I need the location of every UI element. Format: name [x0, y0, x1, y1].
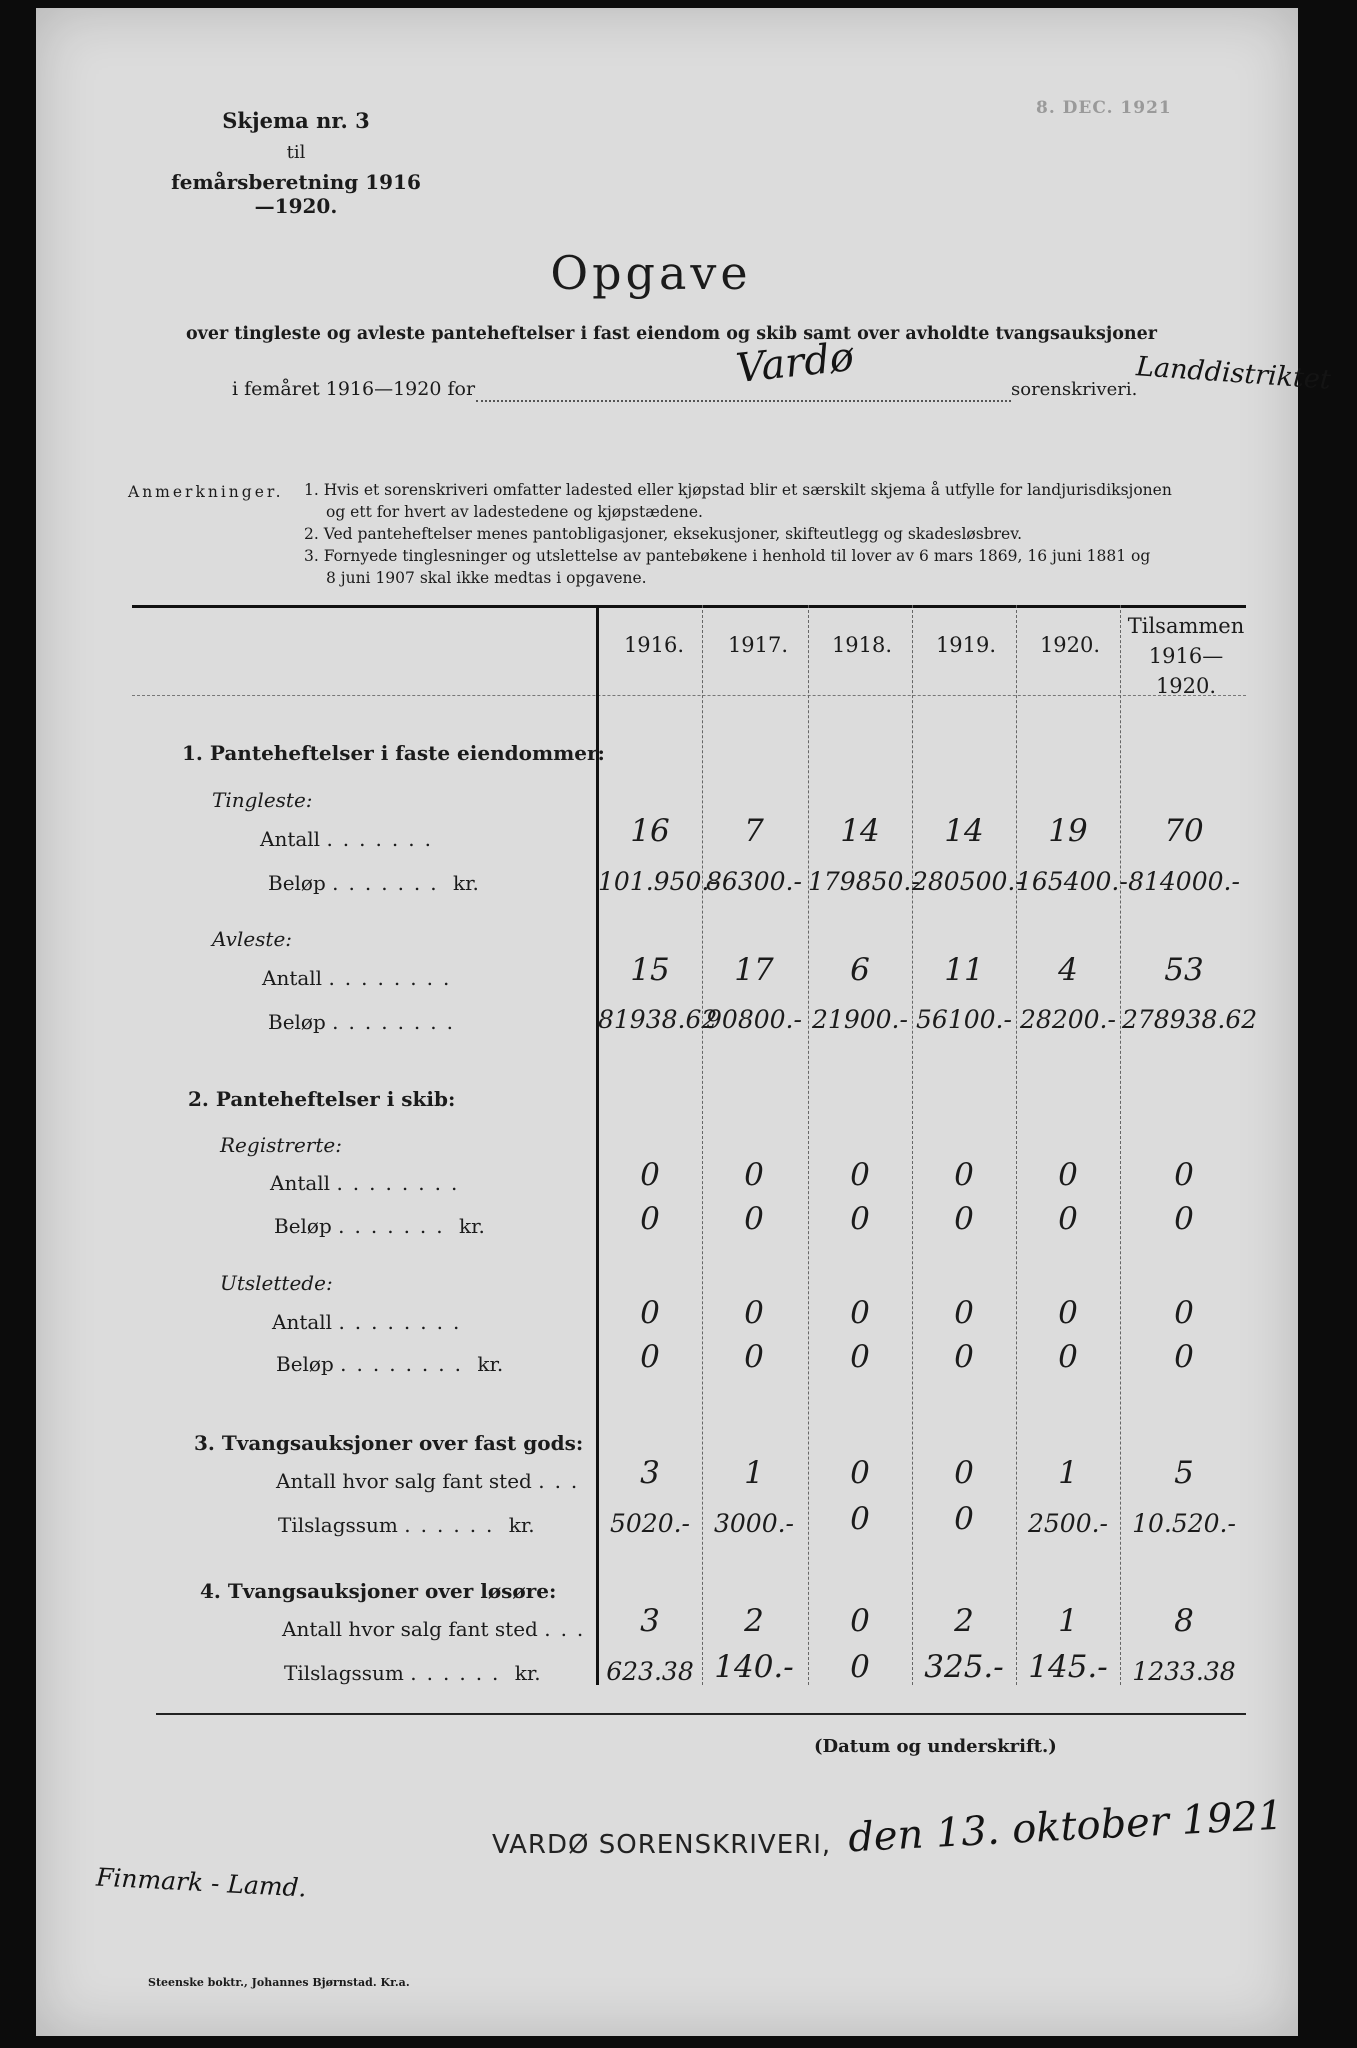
col-header-1916: 1916. — [623, 633, 685, 657]
statistics-table — [132, 605, 1258, 1715]
table-cell: 0 — [640, 1157, 660, 1193]
table-cell: 1233.38 — [1132, 1657, 1236, 1686]
table-cell: 0 — [1174, 1157, 1194, 1193]
table-cell: 179850.- — [808, 867, 920, 896]
table-cell: 140.- — [714, 1649, 794, 1685]
report-title: femårsberetning 1916—1920. — [171, 170, 421, 218]
table-cell: 3 — [640, 1455, 660, 1491]
table-cell: 0 — [954, 1201, 974, 1237]
notes-heading: Anmerkninger. — [128, 483, 284, 501]
section-1-title: 1. Panteheftelser i faste eiendommer: — [182, 741, 605, 765]
office-label: sorenskriveri. — [1011, 379, 1138, 400]
row-label: Antall hvor salg fant sted ... — [282, 1617, 594, 1641]
table-cell: 1 — [1058, 1455, 1078, 1491]
note-3: 3. Fornyede tinglesninger og utslettelse av pantebøkene i henhold til lover av 6 mars 1869, 16 juni 1881 og — [304, 547, 1151, 565]
table-cell: 0 — [1174, 1295, 1194, 1331]
note-3-cont: 8 juni 1907 skal ikke medtas i opgavene. — [326, 569, 647, 587]
col-header-1917: 1917. — [727, 633, 789, 657]
table-cell: 86300.- — [706, 867, 802, 896]
table-cell: 280500.- — [912, 867, 1024, 896]
col-header-1918: 1918. — [831, 633, 893, 657]
table-cell: 0 — [954, 1157, 974, 1193]
document-page — [36, 8, 1332, 2036]
table-cell: 165400.- — [1016, 867, 1128, 896]
table-header-rule — [132, 695, 1246, 696]
table-cell: 0 — [954, 1339, 974, 1375]
signature-date: den 13. oktober 1921 — [847, 1792, 1285, 1862]
table-cell: 0 — [850, 1339, 870, 1375]
table-cell: 2 — [954, 1603, 974, 1639]
table-cell: 0 — [954, 1295, 974, 1331]
row-label: Beløp ....... kr. — [268, 871, 479, 895]
table-cell: 2500.- — [1027, 1509, 1109, 1538]
place-handwritten: Vardø — [733, 333, 856, 393]
row-label: Beløp ....... kr. — [274, 1214, 485, 1238]
page-subtitle: over tingleste og avleste panteheftelser i fast eiendom og skib samt over avholdte tvangsauksjoner — [186, 324, 1157, 344]
page-title: Opgave — [550, 246, 752, 300]
note-2: 2. Ved panteheftelser menes pantobligasjoner, eksekusjoner, skifteutlegg og skadesløsbrev. — [304, 525, 1023, 543]
table-cell: 0 — [744, 1339, 764, 1375]
table-cell: 7 — [744, 813, 764, 849]
table-cell: 3000.- — [713, 1509, 795, 1538]
table-cell: 16 — [630, 813, 670, 849]
table-cell: 90800.- — [706, 1005, 802, 1034]
table-cell: 0 — [744, 1201, 764, 1237]
printer-imprint: Steenske boktr., Johannes Bjørnstad. Kr.a. — [148, 1976, 410, 1989]
table-cell: 0 — [1058, 1295, 1078, 1331]
row-label: Beløp ........ kr. — [276, 1352, 504, 1376]
note-1-cont: og ett for hvert av ladestedene og kjøpstædene. — [326, 503, 703, 521]
form-number: Skjema nr. 3 — [222, 108, 370, 133]
table-cell: 0 — [850, 1649, 870, 1685]
section-1-sub-tingleste: Tingleste: — [212, 788, 313, 812]
row-label: Tilslagssum ...... kr. — [284, 1661, 541, 1685]
table-cell: 5020.- — [609, 1509, 691, 1538]
table-cell: 0 — [850, 1201, 870, 1237]
office-stamp: VARDØ SORENSKRIVERI, — [492, 1830, 832, 1860]
notes-list — [304, 479, 1264, 589]
row-label: Antall ........ — [262, 966, 460, 990]
table-cell: 0 — [850, 1501, 870, 1537]
table-cell: 0 — [744, 1157, 764, 1193]
table-cell: 0 — [954, 1455, 974, 1491]
table-cell: 0 — [744, 1295, 764, 1331]
table-cell: 814000.- — [1128, 867, 1240, 896]
period-label: i femåret 1916—1920 for — [232, 378, 476, 400]
datum-label: (Datum og underskrift.) — [814, 1736, 1057, 1757]
section-2-sub-registrerte: Registrerte: — [220, 1133, 342, 1157]
row-label: Beløp ........ — [268, 1010, 463, 1034]
received-stamp: 8. DEC. 1921 — [1036, 98, 1172, 118]
table-cell: 70 — [1164, 813, 1204, 849]
row-label: Antall ........ — [272, 1310, 470, 1334]
section-2-title: 2. Panteheftelser i skib: — [188, 1087, 456, 1111]
form-til: til — [286, 142, 306, 163]
row-label: Antall ........ — [270, 1171, 468, 1195]
section-2-sub-utslettede: Utslettede: — [220, 1271, 333, 1295]
table-cell: 0 — [850, 1455, 870, 1491]
table-cell: 278938.62 — [1122, 1005, 1258, 1034]
table-cell: 11 — [944, 952, 984, 988]
table-cell: 2 — [744, 1603, 764, 1639]
table-cell: 0 — [640, 1295, 660, 1331]
row-label: Antall hvor salg fant sted ... — [276, 1469, 588, 1493]
table-cell: 145.- — [1028, 1649, 1108, 1685]
section-4-title: 4. Tvangsauksjoner over løsøre: — [200, 1579, 557, 1603]
table-cell: 14 — [944, 813, 984, 849]
table-cell: 19 — [1048, 813, 1088, 849]
table-cell: 5 — [1174, 1455, 1194, 1491]
table-cell: 17 — [734, 952, 774, 988]
left-handwritten-note: Finmark - Lamd. — [95, 1862, 308, 1903]
table-cell: 0 — [1058, 1201, 1078, 1237]
table-cell: 28200.- — [1020, 1005, 1116, 1034]
table-cell: 0 — [1174, 1201, 1194, 1237]
table-cell: 101.950.- — [598, 867, 718, 896]
table-top-rule — [132, 605, 1246, 608]
col-header-1919: 1919. — [935, 633, 997, 657]
table-cell: 4 — [1058, 952, 1078, 988]
col-header-total: Tilsammen 1916—1920. — [1127, 614, 1245, 698]
table-cell: 0 — [640, 1339, 660, 1375]
table-cell: 15 — [630, 952, 670, 988]
table-cell: 325.- — [924, 1649, 1004, 1685]
table-cell: 0 — [850, 1157, 870, 1193]
table-cell: 0 — [850, 1603, 870, 1639]
table-cell: 56100.- — [916, 1005, 1012, 1034]
table-cell: 14 — [840, 813, 880, 849]
table-cell: 21900.- — [812, 1005, 908, 1034]
col-header-1920: 1920. — [1039, 633, 1101, 657]
table-cell: 0 — [640, 1201, 660, 1237]
table-cell: 81938.62 — [598, 1005, 718, 1034]
table-cell: 1 — [744, 1455, 764, 1491]
table-cell: 0 — [1058, 1339, 1078, 1375]
table-cell: 10.520.- — [1132, 1509, 1236, 1538]
table-cell: 0 — [954, 1501, 974, 1537]
table-cell: 0 — [1058, 1157, 1078, 1193]
table-cell: 3 — [640, 1603, 660, 1639]
table-bottom-rule — [156, 1713, 1246, 1715]
table-cell: 0 — [850, 1295, 870, 1331]
section-3-title: 3. Tvangsauksjoner over fast gods: — [194, 1431, 584, 1455]
table-cell: 1 — [1058, 1603, 1078, 1639]
row-label: Tilslagssum ...... kr. — [278, 1513, 535, 1537]
office-handwritten: Landdistriktet — [1135, 351, 1332, 396]
note-1: 1. Hvis et sorenskriveri omfatter ladested eller kjøpstad blir et særskilt skjema å utfylle for landjurisdiksjonen — [304, 481, 1172, 499]
table-cell: 6 — [850, 952, 870, 988]
section-1-sub-avleste: Avleste: — [212, 927, 293, 951]
table-cell: 623.38 — [606, 1657, 694, 1686]
table-cell: 8 — [1174, 1603, 1194, 1639]
table-cell: 0 — [1174, 1339, 1194, 1375]
row-label: Antall ....... — [260, 827, 441, 851]
place-dotted-line — [476, 400, 1011, 402]
table-cell: 53 — [1164, 952, 1204, 988]
